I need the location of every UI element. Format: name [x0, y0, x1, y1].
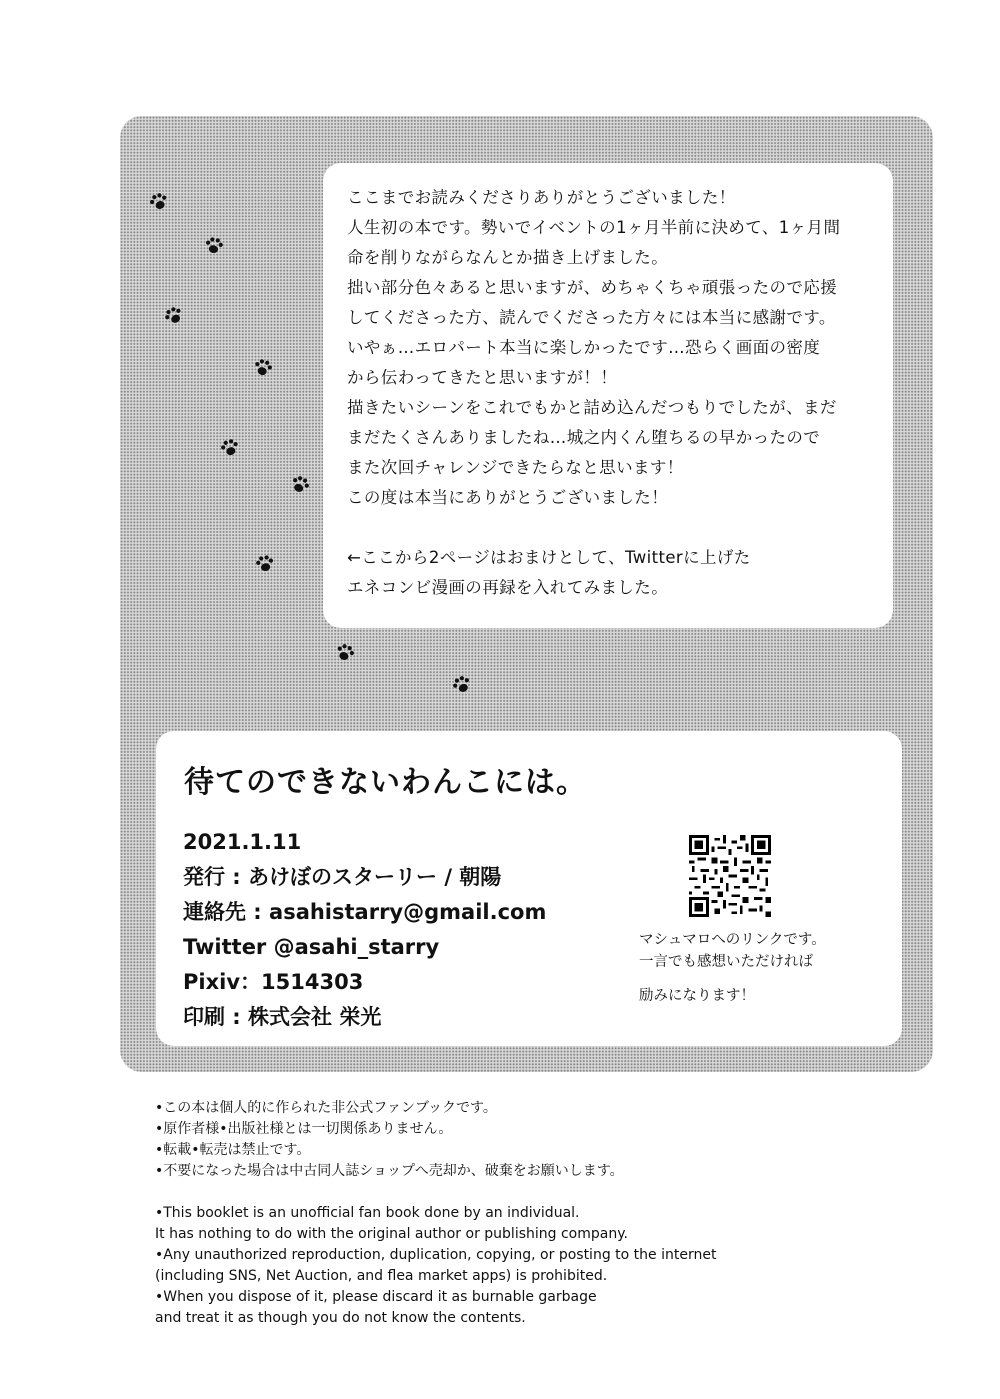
paw-print-icon	[252, 551, 277, 576]
note-ja: •この本は個人的に作られた非公式ファンブックです。	[155, 1100, 497, 1116]
afterword-line: この度は本当にありがとうございました！	[347, 488, 669, 507]
qr-caption-line: 励みになります！	[639, 988, 755, 1004]
afterword-box	[323, 163, 893, 628]
note-en: •When you dispose of it, please discard it as burnable garbage	[155, 1289, 597, 1305]
pixiv-line: Pixiv：1514303	[183, 970, 364, 994]
twitter-line: Twitter @asahi_starry	[183, 935, 440, 959]
note-en: •This booklet is an unofficial fan book done by an individual.	[155, 1205, 580, 1221]
afterword-spacer	[347, 513, 885, 543]
note-ja: •不要になった場合は中古同人誌ショップへ売却か、破棄をお願いします。	[155, 1163, 624, 1179]
qr-caption	[639, 929, 826, 1007]
note-en: It has nothing to do with the original author or publishing company.	[155, 1226, 628, 1242]
paw-print-icon	[201, 233, 226, 258]
note-en: •Any unauthorized reproduction, duplication, copying, or posting to the internet	[155, 1247, 717, 1263]
printer-line: 印刷 : 株式会社 栄光	[183, 1005, 382, 1029]
afterword-line: 人生初の本です。勢いでイベントの1ヶ月半前に決めて、1ヶ月間	[347, 218, 841, 237]
afterword-line: いやぁ…エロパート本当に楽しかったです…恐らく画面の密度	[347, 338, 821, 357]
afterword-line: ここまでお読みくださりありがとうございました！	[347, 188, 736, 207]
notes-spacer	[155, 1182, 716, 1203]
afterword-line: また次回チャレンジできたらなと思います！	[347, 458, 684, 477]
note-ja: •転載•転売は禁止です。	[155, 1142, 311, 1158]
book-title: 待てのできないわんこには。	[184, 765, 587, 800]
note-en: and treat it as though you do not know the contents.	[155, 1310, 526, 1326]
afterword-line: してくださった方、読んでくださった方々には本当に感謝です。	[347, 308, 836, 327]
afterword-line: 拙い部分色々あると思いますが、めちゃくちゃ頑張ったので応援	[347, 278, 838, 297]
qr-caption-line: 一言でも感想いただければ	[639, 954, 813, 970]
disclaimer-notes	[155, 1098, 716, 1329]
afterword-line: ←ここから2ページはおまけとして、Twitterに上げた	[347, 548, 751, 567]
afterword-line: 命を削りながらなんとか描き上げました。	[347, 248, 669, 267]
release-date: 2021.1.11	[183, 830, 302, 854]
qr-code-icon[interactable]	[689, 835, 771, 917]
note-en: (including SNS, Net Auction, and flea market apps) is prohibited.	[155, 1268, 608, 1284]
afterword-line: エネコンビ漫画の再録を入れてみました。	[347, 578, 669, 597]
afterword-line: 描きたいシーンをこれでもかと詰め込んだつもりでしたが、まだ	[347, 398, 837, 417]
colophon-box	[156, 731, 902, 1046]
afterword-line: まだたくさんありましたね…城之内くん堕ちるの早かったので	[347, 428, 821, 447]
note-ja: •原作者様•出版社様とは一切関係ありません。	[155, 1121, 453, 1137]
publisher-line: 発行 : あけぼのスターリー / 朝陽	[183, 865, 502, 889]
afterword-line: から伝わってきたと思いますが！！	[347, 368, 618, 387]
afterword-text	[347, 183, 885, 603]
colophon-info	[183, 825, 546, 1035]
contact-line: 連絡先 : asahistarry@gmail.com	[183, 900, 547, 924]
qr-caption-line: マシュマロへのリンクです。	[639, 932, 826, 948]
